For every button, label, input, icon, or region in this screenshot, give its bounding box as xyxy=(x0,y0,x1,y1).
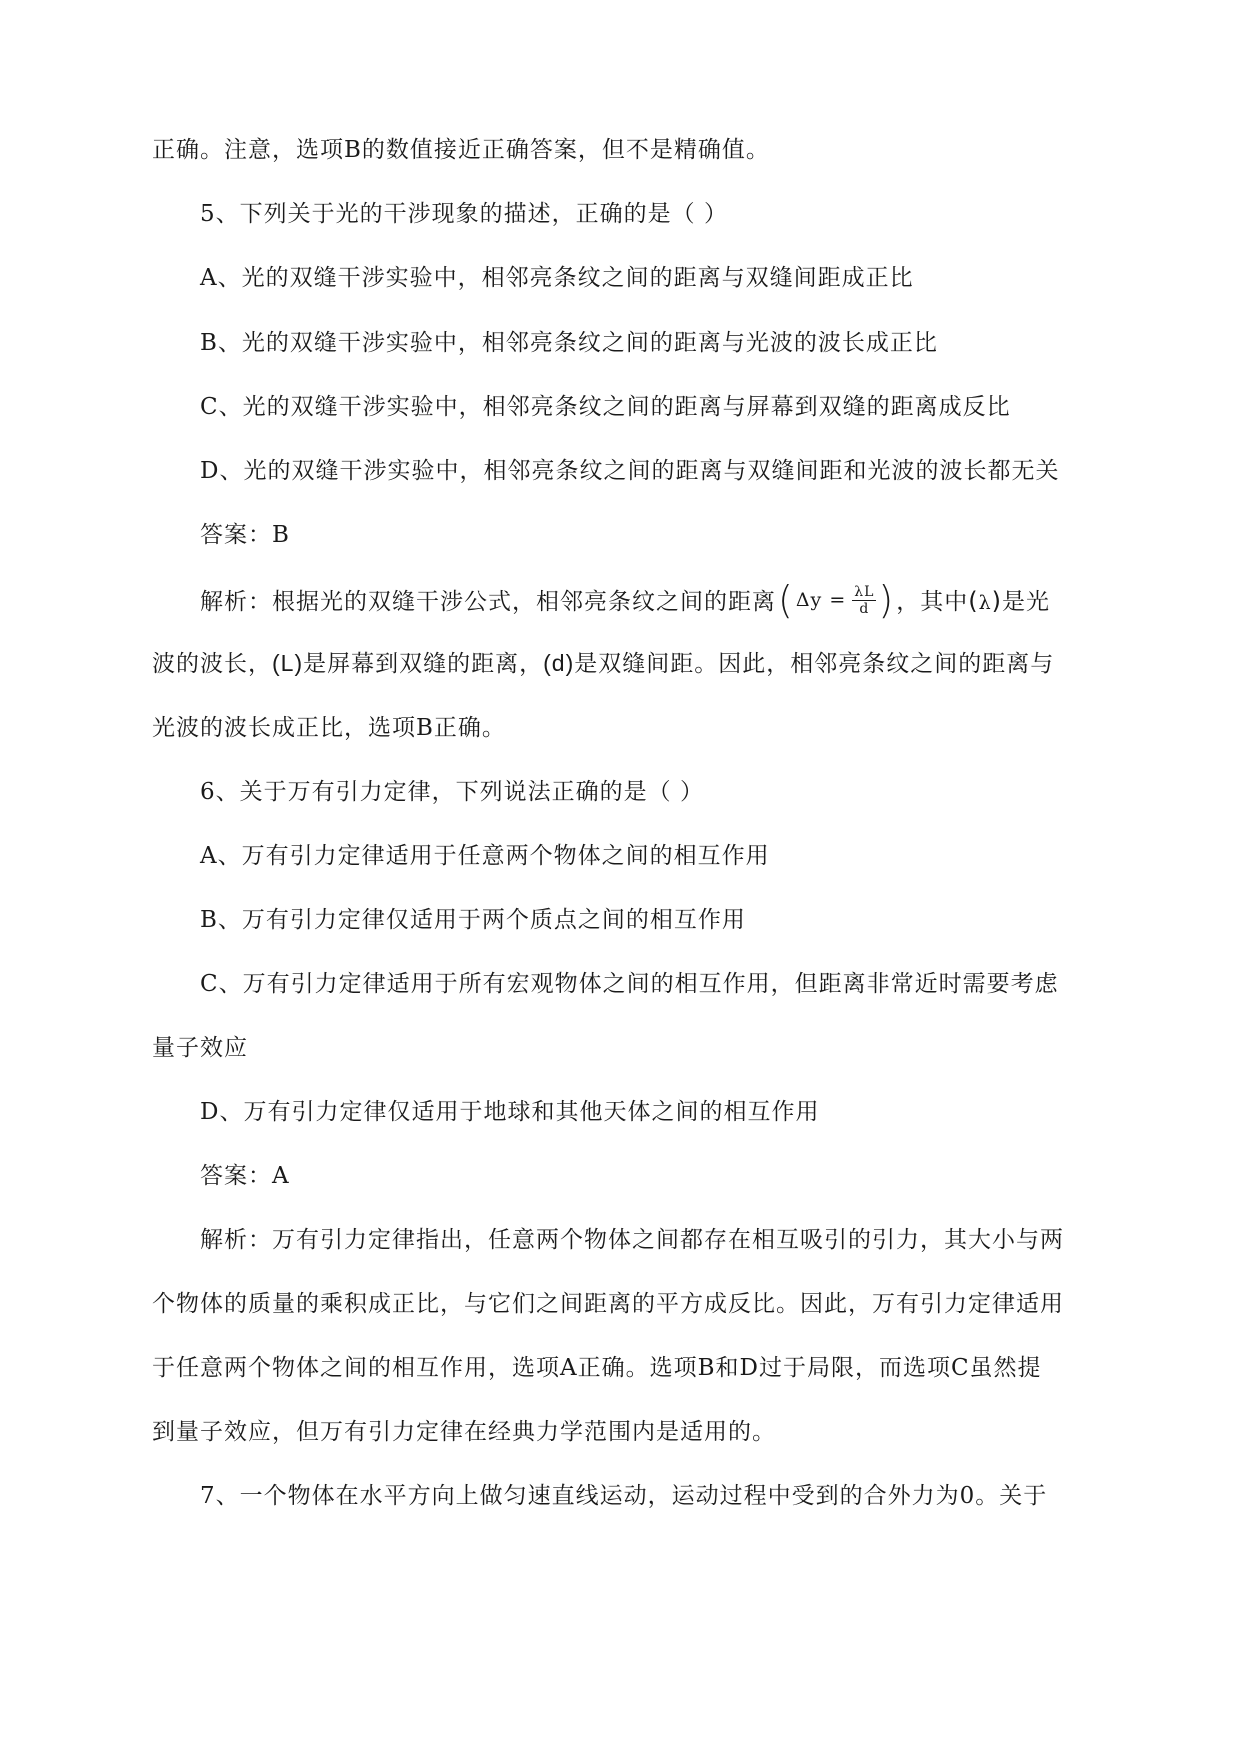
answer: 答案：B xyxy=(200,522,290,548)
formula-lhs: Δy = xyxy=(795,589,847,611)
right-paren: ) xyxy=(878,578,895,622)
paren-open: ( xyxy=(968,587,979,615)
option-c: C、光的双缝干涉实验中，相邻亮条纹之间的距离与屏幕到双缝的距离成反比 xyxy=(200,394,1011,420)
symbol-d: (d) xyxy=(543,650,575,676)
explanation-text: 解析：根据光的双缝干涉公式，相邻亮条纹之间的距离 xyxy=(200,589,776,615)
question-6: 6、关于万有引力定律，下列说法正确的是（ ） xyxy=(200,779,704,805)
explanation-text: 是屏幕到双缝的距离， xyxy=(303,651,544,677)
formula xyxy=(778,578,895,622)
symbol-l: (L) xyxy=(272,650,304,676)
explanation-line xyxy=(152,648,1054,679)
fraction-numerator: λL xyxy=(854,583,875,600)
option-c: C、万有引力定律适用于所有宏观物体之间的相互作用，但距离非常近时需要考虑 xyxy=(200,971,1059,997)
explanation-line: 解析：万有引力定律指出，任意两个物体之间都存在相互吸引的引力，其大小与两 xyxy=(200,1227,1064,1253)
option-a: A、万有引力定律适用于任意两个物体之间的相互作用 xyxy=(200,843,770,869)
answer: 答案：A xyxy=(200,1163,290,1189)
option-b: B、光的双缝干涉实验中，相邻亮条纹之间的距离与光波的波长成正比 xyxy=(200,330,938,356)
option-b: B、万有引力定律仅适用于两个质点之间的相互作用 xyxy=(200,907,746,933)
text-line: 量子效应 xyxy=(152,1035,248,1061)
lambda-symbol: λ xyxy=(978,592,992,614)
option-d: D、光的双缝干涉实验中，相邻亮条纹之间的距离与双缝间距和光波的波长都无关 xyxy=(200,458,1060,484)
explanation-text: 是双缝间距。因此，相邻亮条纹之间的距离与 xyxy=(574,651,1055,677)
text-line: 到量子效应，但万有引力定律在经典力学范围内是适用的。 xyxy=(152,1419,776,1445)
option-d: D、万有引力定律仅适用于地球和其他天体之间的相互作用 xyxy=(200,1099,820,1125)
text-line: 个物体的质量的乘积成正比，与它们之间距离的平方成反比。因此，万有引力定律适用 xyxy=(152,1291,1064,1317)
question-7: 7、一个物体在水平方向上做匀速直线运动，运动过程中受到的合外力为0。关于 xyxy=(200,1483,1048,1509)
explanation-text: 波的波长， xyxy=(152,651,272,677)
fraction-denominator: d xyxy=(859,600,870,617)
explanation-line xyxy=(200,578,1051,622)
paren-close: ) xyxy=(991,587,1003,615)
option-a: A、光的双缝干涉实验中，相邻亮条纹之间的距离与双缝间距成正比 xyxy=(200,265,914,291)
fraction xyxy=(852,584,876,617)
explanation-text: ，其中 xyxy=(896,589,969,615)
left-paren: ( xyxy=(778,578,794,622)
explanation-text: 是光 xyxy=(1002,589,1051,615)
question-5: 5、下列关于光的干涉现象的描述，正确的是（ ） xyxy=(200,201,728,227)
text-line: 光波的波长成正比，选项B正确。 xyxy=(152,715,506,741)
text-line: 正确。注意，选项B的数值接近正确答案，但不是精确值。 xyxy=(152,137,770,163)
text-line: 于任意两个物体之间的相互作用，选项A正确。选项B和D过于局限，而选项C虽然提 xyxy=(152,1355,1042,1381)
